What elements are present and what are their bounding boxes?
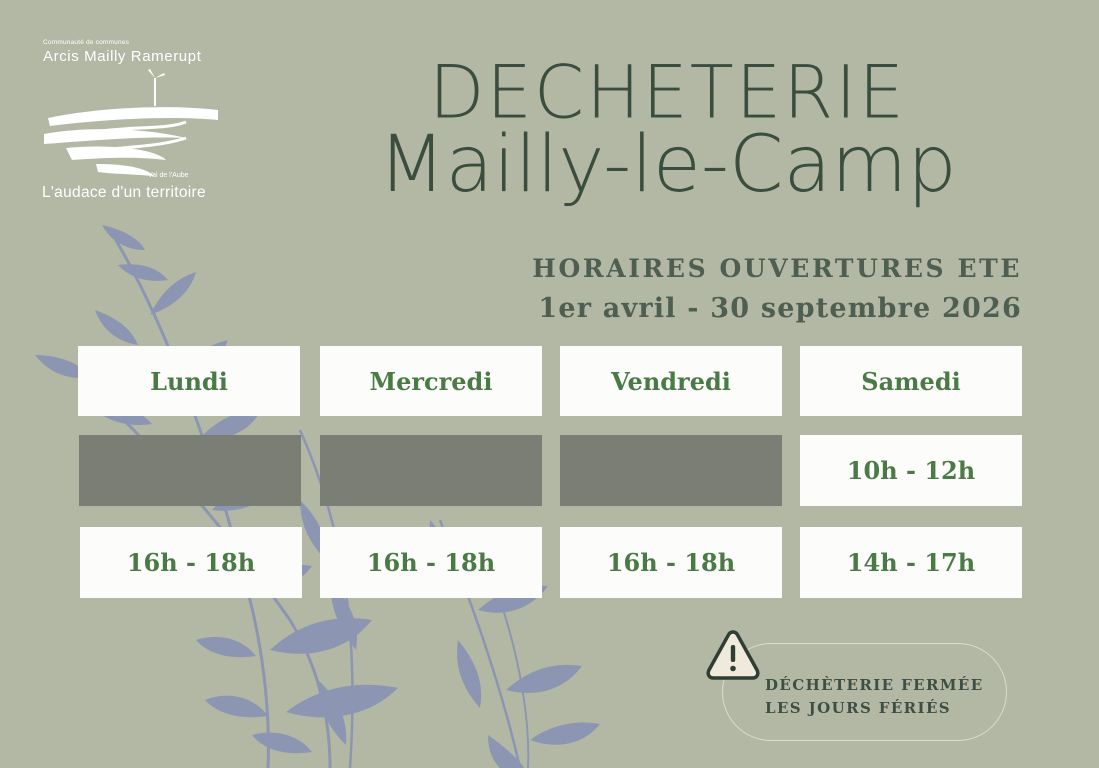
- morning-slot-samedi: 10h - 12h: [800, 435, 1022, 506]
- afternoon-slot-mercredi: 16h - 18h: [320, 527, 542, 598]
- logo-name: Arcis Mailly Ramerupt: [43, 48, 202, 65]
- logo-tagline: L'audace d'un territoire: [42, 184, 206, 201]
- notice-line2: LES JOURS FÉRIÉS: [765, 699, 952, 717]
- morning-slot-mercredi-closed: [320, 435, 542, 506]
- day-header-samedi: Samedi: [800, 346, 1022, 416]
- page-title-line1: DECHETERIE: [428, 49, 907, 135]
- afternoon-slot-lundi: 16h - 18h: [80, 527, 302, 598]
- notice-line1: DÉCHÈTERIE FERMÉE: [765, 676, 984, 694]
- day-header-mercredi: Mercredi: [320, 346, 542, 416]
- morning-slot-lundi-closed: [79, 435, 301, 506]
- season-heading: HORAIRES OUVERTURES ETE: [532, 254, 1022, 283]
- day-header-vendredi: Vendredi: [560, 346, 782, 416]
- notice-text: [765, 674, 984, 720]
- morning-slot-vendredi-closed: [560, 435, 782, 506]
- page-title-line2: Mailly-le-Camp: [378, 120, 957, 210]
- logo-small-text: Communauté de communes: [43, 39, 130, 46]
- afternoon-slot-vendredi: 16h - 18h: [560, 527, 782, 598]
- afternoon-slot-samedi: 14h - 17h: [800, 527, 1022, 598]
- period-heading: 1er avril - 30 septembre 2026: [538, 293, 1022, 324]
- day-header-lundi: Lundi: [78, 346, 300, 416]
- logo-region: Val de l'Aube: [148, 172, 189, 179]
- warning-triangle-icon: [704, 628, 762, 682]
- holiday-closure-notice: [722, 643, 1007, 741]
